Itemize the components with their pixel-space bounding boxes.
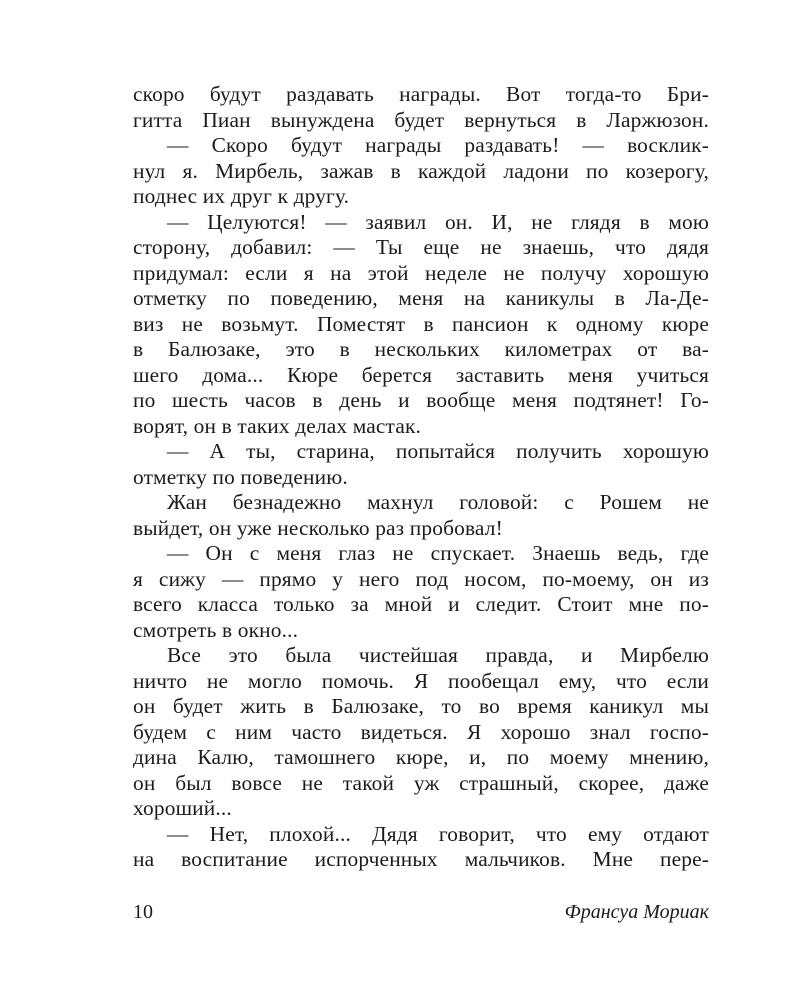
text-line: он был вовсе не такой уж страшный, скорее, даже (133, 770, 709, 795)
text-line: хороший... (133, 796, 232, 820)
text-line: виз не возьмут. Поместят в пансион к одному кюре (133, 311, 709, 336)
text-line: я сижу — прямо у него под носом, по-моему, он из (133, 566, 709, 591)
text-line: — Он с меня глаз не спускает. Знаешь ведь, где (167, 541, 709, 565)
text-line: дина Калю, тамошнего кюре, и, по моему мнению, (133, 745, 709, 769)
text-line: на воспитание испорченных мальчиков. Мне пере- (133, 847, 709, 871)
text-line: отметку по поведению, меня на каникулы в Ла-Де- (133, 286, 709, 310)
text-line: в Балюзаке, это в нескольких километрах от ва- (133, 337, 709, 361)
text-line: Жан безнадежно махнул головой: с Рошем не (167, 490, 709, 514)
text-line: по шесть часов в день и вообще меня подтянет! Го- (133, 388, 709, 412)
text-line: Все это была чистейшая правда, и Мирбелю (167, 643, 709, 667)
text-line: ворят, он в таких делах мастак. (133, 413, 422, 438)
book-page-text (133, 82, 709, 873)
text-line: ничто не могло помочь. Я пообещал ему, что если (133, 668, 709, 693)
text-line: смотреть в окно... (133, 617, 299, 642)
text-line: — Целуются! — заявил он. И, не глядя в мою (167, 209, 709, 234)
running-head-author: Франсуа Мориак (564, 901, 709, 923)
text-line: отметку по поведению. (133, 464, 348, 489)
page-number: 10 (133, 901, 153, 923)
text-line: будем с ним часто видеться. Я хорошо знал госпо- (133, 719, 709, 744)
text-line: сторону, добавил: — Ты еще не знаешь, что дядя (133, 235, 709, 259)
page-footer (133, 901, 709, 931)
text-line: скоро будут раздавать награды. Вот тогда-то Бри- (133, 82, 709, 106)
text-line: гитта Пиан вынуждена будет вернуться в Ларжюзон. (133, 107, 709, 132)
text-line: выйдет, он уже несколько раз пробовал! (133, 515, 503, 540)
text-line: всего класса только за мной и следит. Стоит мне по- (133, 592, 709, 616)
text-line: придумал: если я на этой неделе не получу хорошую (133, 260, 709, 285)
text-line: поднес их друг к другу. (133, 184, 350, 208)
text-line: — Скоро будут награды раздавать! — восклик- (167, 133, 709, 157)
text-line: он будет жить в Балюзаке, то во время каникул мы (133, 694, 709, 718)
text-line: — А ты, старина, попытайся получить хорошую (167, 439, 709, 463)
text-line: нул я. Мирбель, зажав в каждой ладони по козерогу, (133, 158, 709, 183)
text-line: шего дома... Кюре берется заставить меня учиться (133, 362, 709, 387)
text-line: — Нет, плохой... Дядя говорит, что ему отдают (167, 821, 709, 846)
